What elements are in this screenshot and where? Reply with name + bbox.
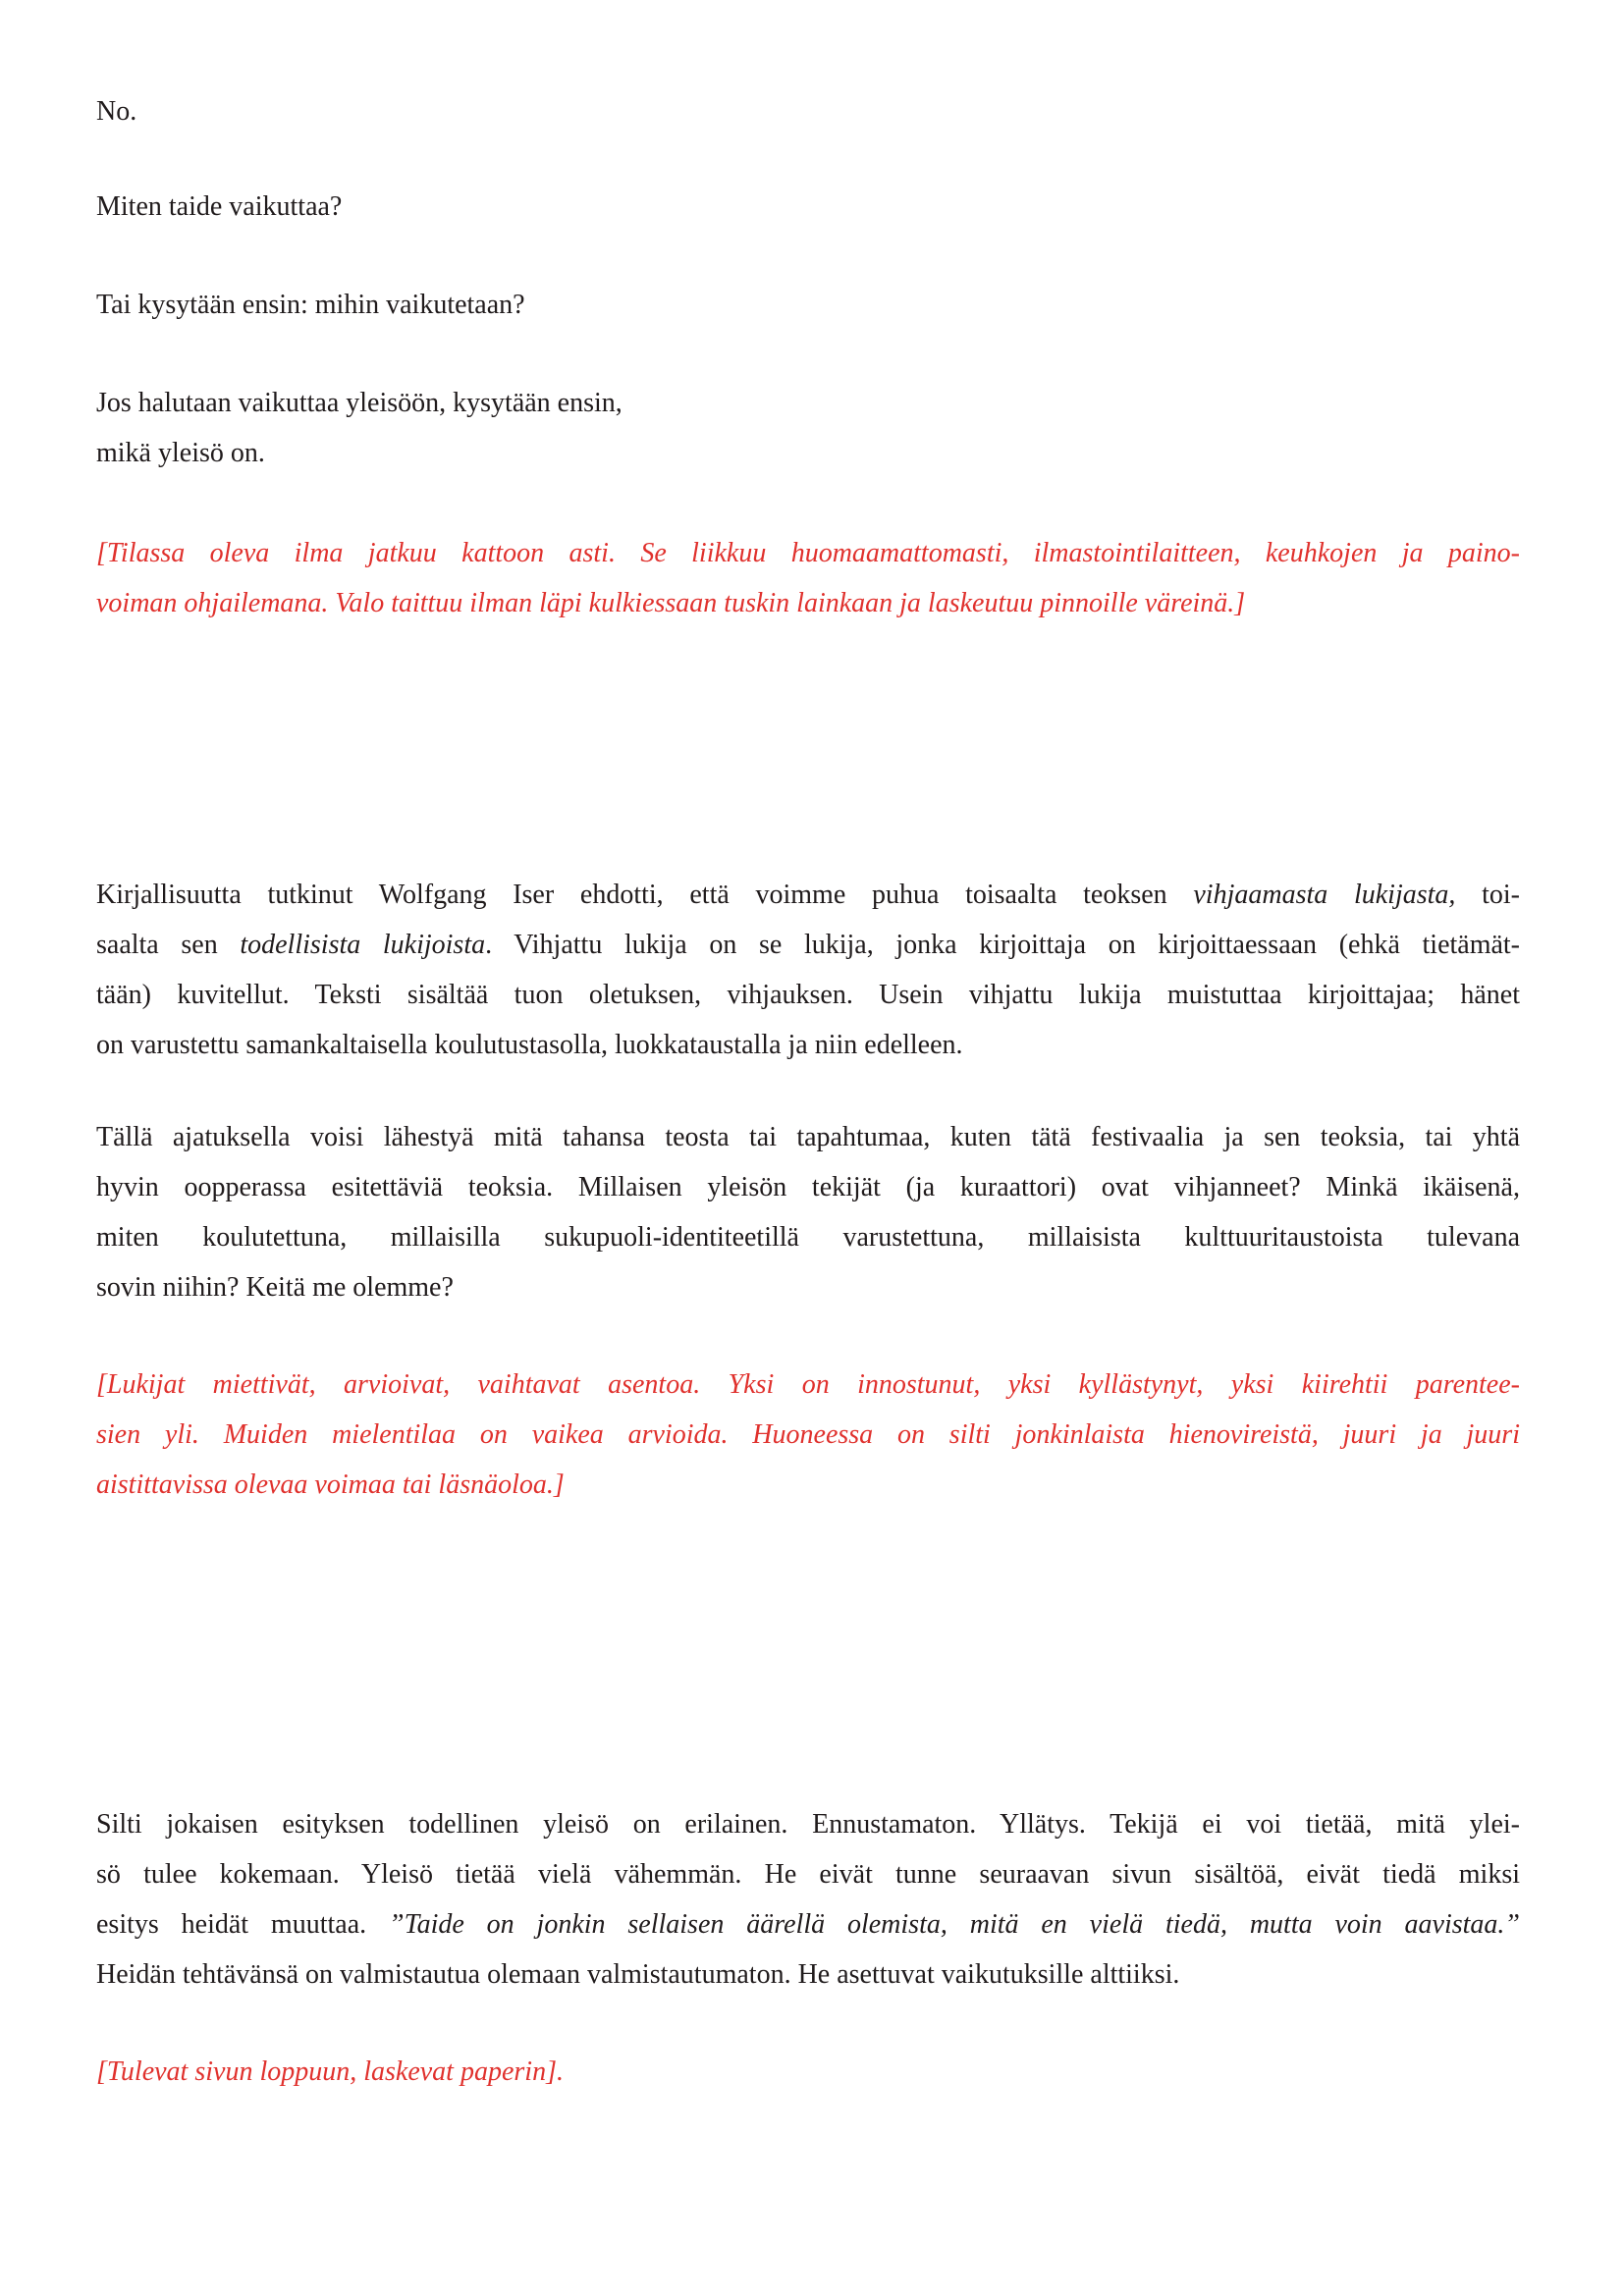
text-line: Tällä ajatuksella voisi lähestyä mitä tahansa teosta tai tapahtumaa, kuten tätä festivaalia ja sen teoksia, tai yhtä [96,1122,1520,1152]
paragraph-wolfgang-iser [96,870,1520,1070]
text-line: [Lukijat miettivät, arvioivat, vaihtavat asentoa. Yksi on innostunut, yksi kyllästynyt, yksi kiirehtii parentee- [96,1369,1520,1400]
text-line: Heidän tehtävänsä on valmistautua olemaan valmistautumaton. He asettuvat vaikutuksille alttiiksi. [96,1959,1180,1990]
text-line: mikä yleisö on. [96,438,265,468]
text-line: miten koulutettuna, millaisilla sukupuoli-identiteetillä varustettuna, millaisista kulttuuritaustoista tulevana [96,1222,1520,1253]
text-line: Tai kysytään ensin: mihin vaikutetaan? [96,290,525,320]
text-line: [Tilassa oleva ilma jatkuu kattoon asti. Se liikkuu huomaamattomasti, ilmastointilaitteen, keuhkojen ja paino- [96,538,1520,568]
paragraph-implied-audience [96,1112,1520,1312]
text-line: Kirjallisuutta tutkinut Wolfgang Iser ehdotti, että voimme puhua toisaalta teoksen vihjaamasta lukijasta, toi- [96,880,1520,910]
text-line: voiman ohjailemana. Valo taittuu ilman läpi kulkiessaan tuskin lainkaan ja laskeutuu pinnoille väreinä.] [96,588,1246,618]
text-line: esitys heidät muuttaa. ”Taide on jonkin sellaisen äärellä olemista, mitä en vielä tiedä, mutta voin aavistaa.” [96,1909,1521,1940]
text-line: sovin niihin? Keitä me olemme? [96,1272,454,1303]
question-how-art-affects [96,182,1520,232]
text-line: Jos halutaan vaikuttaa yleisöön, kysytään ensin, [96,388,623,418]
text-line: tään) kuvitellut. Teksti sisältää tuon oletuksen, vihjauksen. Usein vihjattu lukija muistuttaa kirjoittajaa; hänet [96,980,1520,1010]
stage-direction-end-of-page [96,2047,1520,2097]
paragraph-real-audience [96,1799,1520,2000]
text-line: No. [96,96,137,127]
opening-word [96,86,1520,136]
text-line: aistittavissa olevaa voimaa tai läsnäoloa.] [96,1469,565,1500]
text-line: Miten taide vaikuttaa? [96,191,343,222]
audience-premise [96,378,1520,478]
text-line: hyvin oopperassa esitettäviä teoksia. Millaisen yleisön tekijät (ja kuraattori) ovat vihjanneet? Minkä ikäisenä, [96,1172,1520,1202]
question-what-is-affected [96,280,1520,330]
text-line: Silti jokaisen esityksen todellinen yleisö on erilainen. Ennustamaton. Yllätys. Tekijä ei voi tietää, mitä ylei- [96,1809,1520,1840]
stage-direction-air [96,528,1520,628]
text-line: [Tulevat sivun loppuun, laskevat paperin]. [96,2056,564,2087]
text-line: sö tulee kokemaan. Yleisö tietää vielä vähemmän. He eivät tunne seuraavan sivun sisältöä, eivät tiedä miksi [96,1859,1520,1890]
text-line: saalta sen todellisista lukijoista. Vihjattu lukija on se lukija, jonka kirjoittaja on kirjoittaessaan (ehkä tietämät- [96,930,1521,960]
stage-direction-readers [96,1360,1520,1510]
text-line: sien yli. Muiden mielentilaa on vaikea arvioida. Huoneessa on silti jonkinlaista hienovireistä, juuri ja juuri [96,1419,1520,1450]
text-line: on varustettu samankaltaisella koulutustasolla, luokkataustalla ja niin edelleen. [96,1030,963,1060]
